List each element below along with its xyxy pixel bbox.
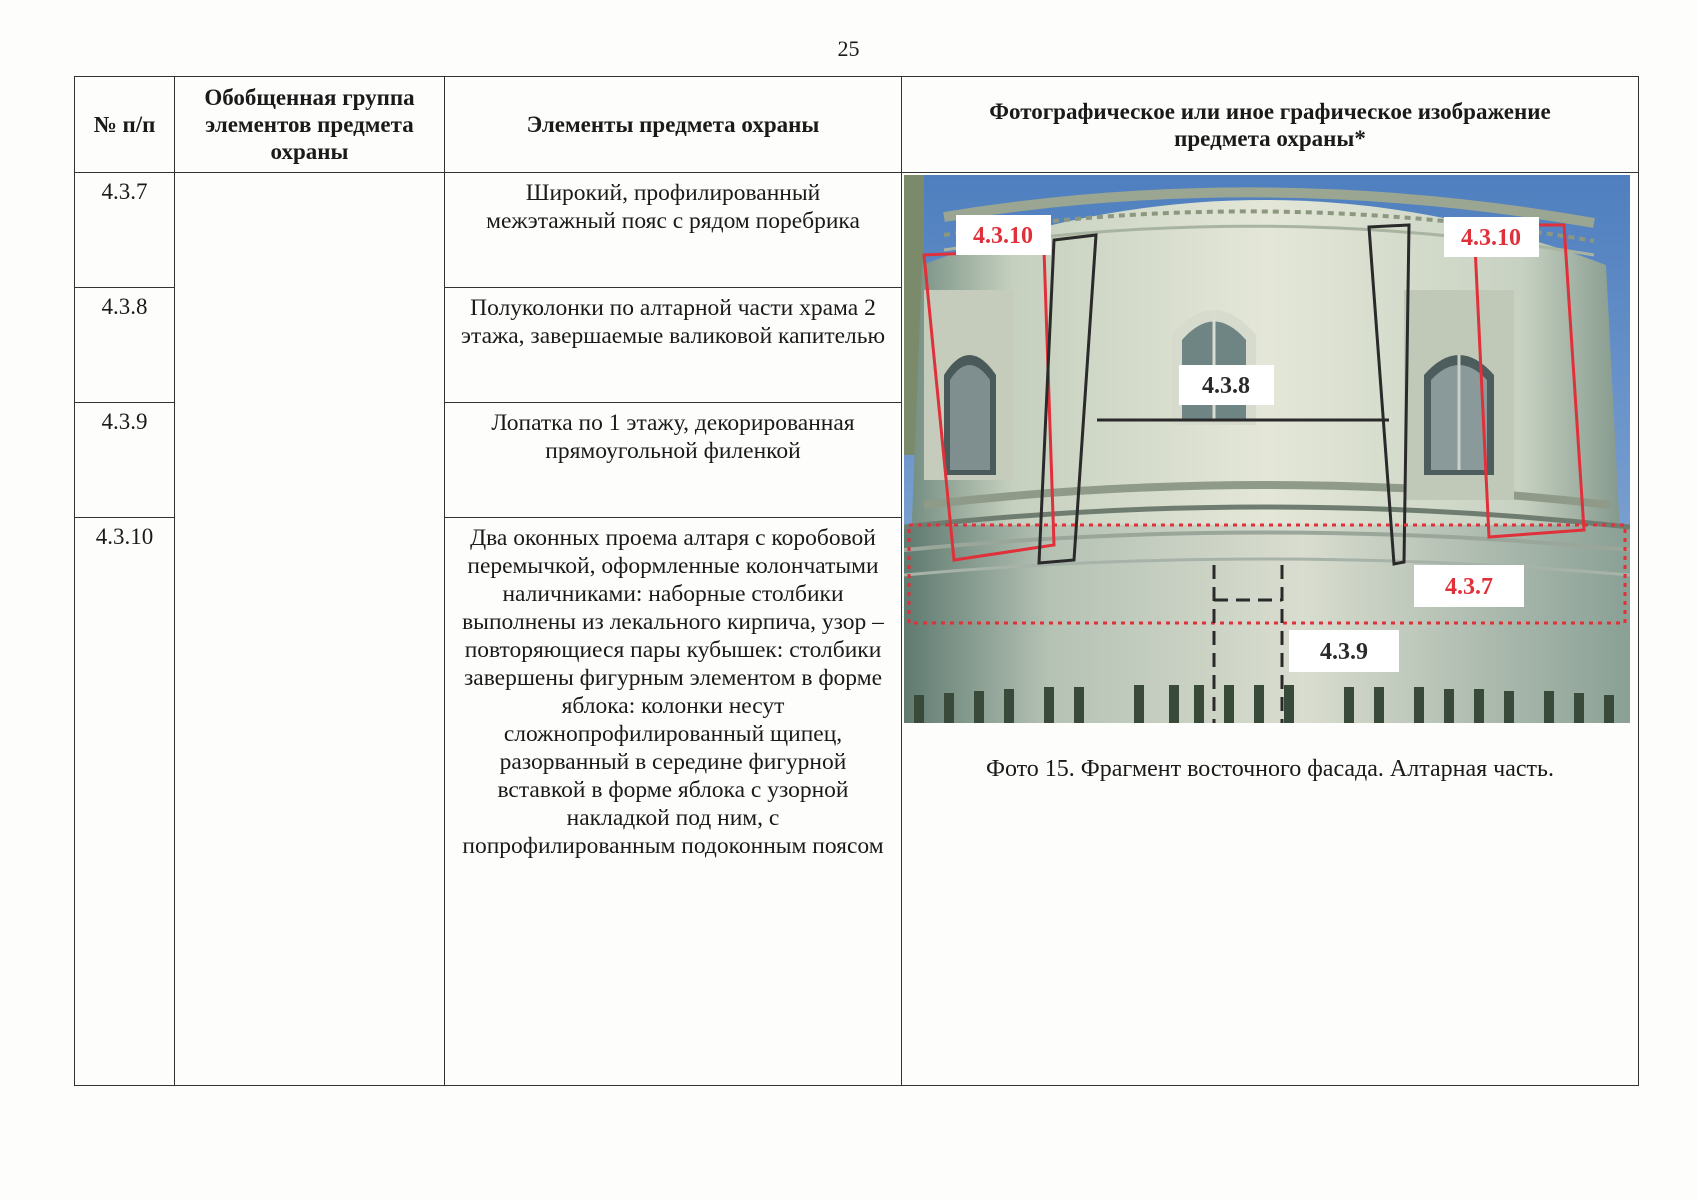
header-num: № п/п: [75, 77, 175, 173]
row-element-text: Два оконных проема алтаря с коробовой перемычкой, оформленные колончатыми наличниками: наборные столбики выполнены из лекального кирпича, узор – повторяющиеся пары кубышек: столбики завершены фигурным элементом в форме яблока: колонки несут сложнопрофилированный щипец, разорванный в середине фигурной вставкой в форме яблока с узорной накладкой под ним, с попрофилированным подоконным поясом: [445, 518, 902, 1086]
label-belt: 4.3.7: [1445, 574, 1493, 600]
row-element-text: Полуколонки по алтарной части храма 2 этажа, завершаемые валиковой капителью: [445, 288, 902, 403]
photo-cell: [902, 173, 1639, 1086]
row-number: 4.3.9: [75, 403, 175, 518]
label-left-window: 4.3.10: [973, 223, 1033, 249]
label-half-column: 4.3.8: [1202, 373, 1250, 399]
page-number: 25: [837, 36, 860, 61]
window-right: [1404, 290, 1514, 500]
label-pilaster: 4.3.9: [1320, 639, 1368, 665]
row-number: 4.3.7: [75, 173, 175, 288]
photo-caption: Фото 15. Фрагмент восточного фасада. Алтарная часть.: [985, 756, 1554, 782]
facade-photo: [904, 175, 1630, 723]
table-row: [75, 173, 1639, 288]
protection-table: [74, 76, 1639, 1086]
row-number: 4.3.10: [75, 518, 175, 1086]
header-group: Обобщенная группа элементов предмета охраны: [175, 77, 445, 173]
label-right-window: 4.3.10: [1461, 225, 1521, 251]
header-row: [75, 77, 1639, 173]
header-elements: Элементы предмета охраны: [445, 77, 902, 173]
row-number: 4.3.8: [75, 288, 175, 403]
row-element-text: Лопатка по 1 этажу, декорированная прямоугольной филенкой: [445, 403, 902, 518]
row-element-text: Широкий, профилированный межэтажный пояс с рядом поребрика: [445, 173, 902, 288]
group-cell: [175, 173, 445, 1086]
header-photo: Фотографическое или иное графическое изображение предмета охраны*: [902, 77, 1639, 173]
